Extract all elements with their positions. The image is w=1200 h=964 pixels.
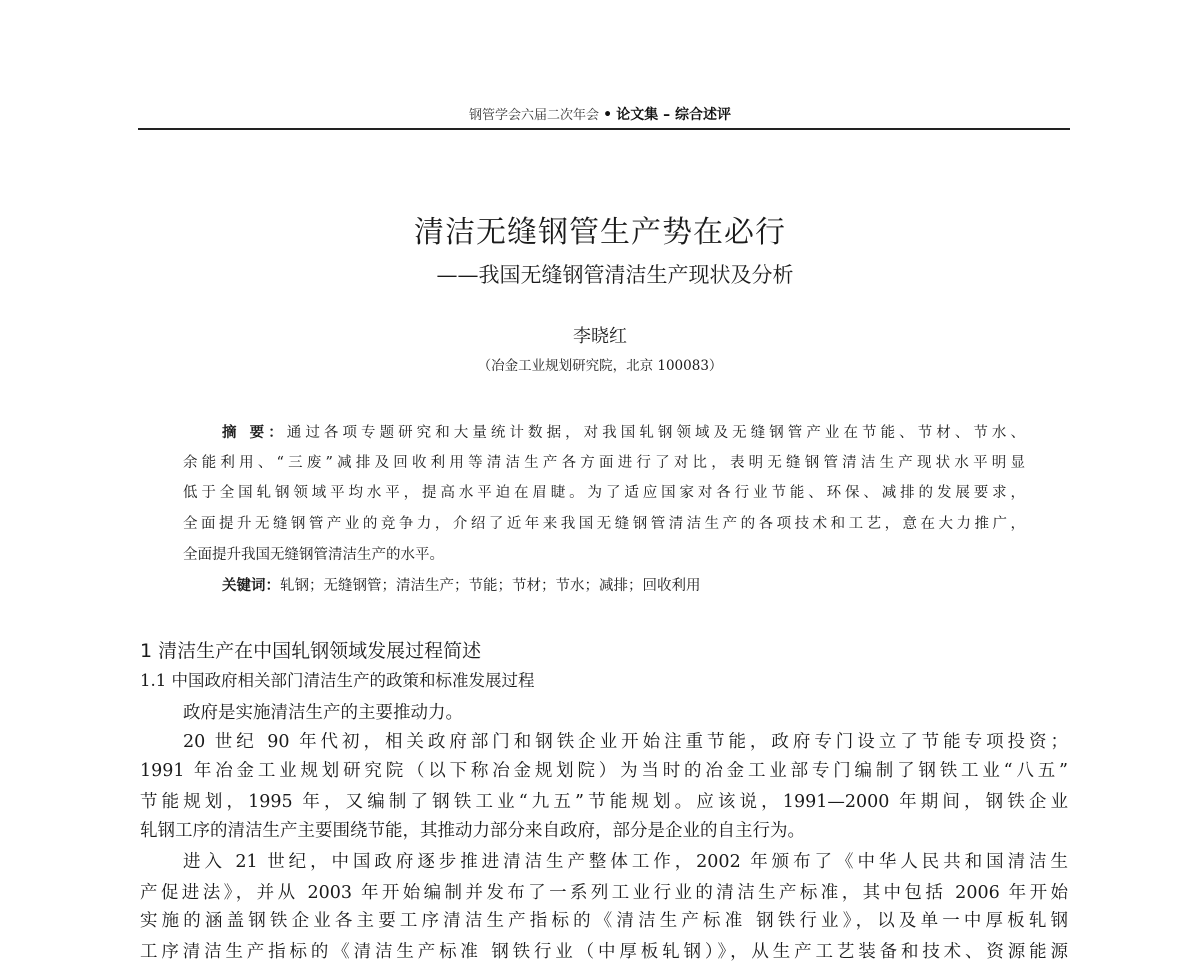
author: 李晓红 [573, 326, 627, 347]
section-heading: 1 清洁生产在中国轧钢领域发展过程简述 [140, 640, 482, 662]
header-collection: 论文集 – 综合述评 [616, 107, 731, 123]
abstract-text: 通过各项专题研究和大量统计数据，对我国轧钢领域及无缝钢管产业在节能、节材、节水、 [286, 425, 1025, 441]
keywords-label: 关键词： [222, 578, 280, 594]
abstract-line: 全面提升无缝钢管产业的竞争力，介绍了近年来我国无缝钢管清洁生产的各项技术和工艺，意在大力推广， [183, 516, 1025, 532]
affiliation: （冶金工业规划研究院，北京 100083） [477, 358, 723, 374]
keywords-text: 轧钢；无缝钢管；清洁生产；节能；节材；节水；减排；回收利用 [280, 578, 701, 594]
body-line: 进入 21 世纪，中国政府逐步推进清洁生产整体工作，2002 年颁布了《中华人民共和国清洁生 [183, 852, 1068, 872]
body-line: 20 世纪 90 年代初，相关政府部门和钢铁企业开始注重节能，政府专门设立了节能专项投资； [183, 732, 1068, 752]
body-line: 产促进法》，并从 2003 年开始编制并发布了一系列工业行业的清洁生产标准，其中包括 2006 年开始 [140, 883, 1068, 903]
abstract-line: 余能利用、“三废”减排及回收利用等清洁生产各方面进行了对比，表明无缝钢管清洁生产现状水平明显 [183, 455, 1025, 471]
abstract-line [222, 421, 1025, 443]
body-line: 轧钢工序的清洁生产主要围绕节能，其推动力部分来自政府，部分是企业的自主行为。 [140, 821, 805, 841]
abstract-label: 摘 要： [222, 425, 287, 441]
body-line: 工序清洁生产指标的《清洁生产标准 钢铁行业（中厚板轧钢）》，从生产工艺装备和技术、资源能源 [140, 942, 1068, 962]
body-line: 实施的涵盖钢铁企业各主要工序清洁生产指标的《清洁生产标准 钢铁行业》，以及单一中厚板轧钢 [140, 911, 1068, 931]
header-separator: • [603, 107, 613, 123]
abstract-line: 全面提升我国无缝钢管清洁生产的水平。 [183, 547, 444, 563]
header-conference: 钢管学会六届二次年会 [469, 108, 600, 123]
body-line: 节能规划，1995 年，又编制了钢铁工业“九五”节能规划。应该说，1991—2000 年期间，钢铁企业 [140, 792, 1068, 812]
abstract-line: 低于全国轧钢领域平均水平，提高水平迫在眉睫。为了适应国家对各行业节能、环保、减排的发展要求， [183, 485, 1025, 501]
keywords [222, 574, 1064, 596]
paper-subtitle: ——我国无缝钢管清洁生产现状及分析 [436, 263, 794, 287]
body-line: 政府是实施清洁生产的主要推动力。 [183, 703, 463, 723]
running-header [0, 104, 1200, 124]
header-rule [138, 128, 1070, 130]
body-line: 1991 年冶金工业规划研究院（以下称冶金规划院）为当时的冶金工业部专门编制了钢铁工业“八五” [140, 761, 1068, 781]
subsection-heading: 1.1 中国政府相关部门清洁生产的政策和标准发展过程 [140, 671, 535, 690]
paper-title: 清洁无缝钢管生产势在必行 [414, 215, 786, 250]
